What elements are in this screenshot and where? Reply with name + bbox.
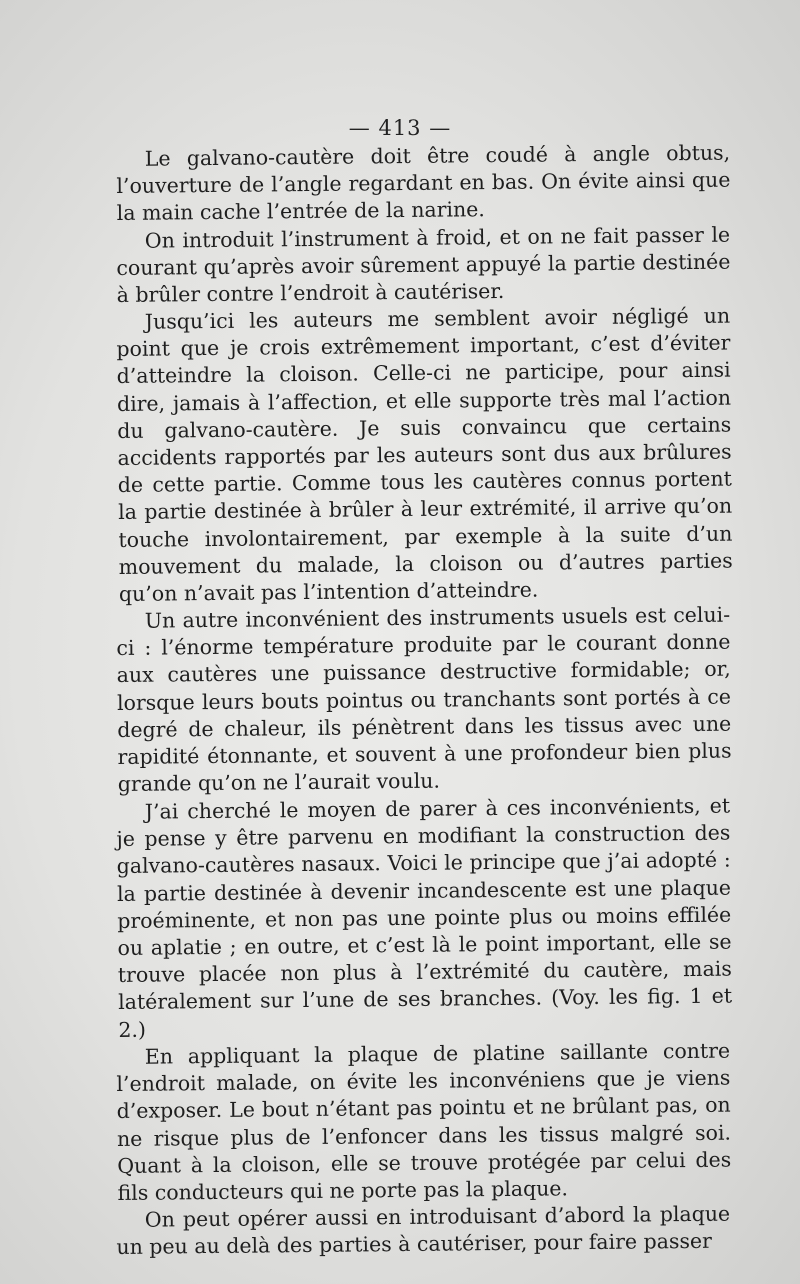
body-text [116, 140, 733, 1261]
paragraph-7: On peut opérer aussi en introduisant d’abord la plaque un peu au delà des parties à cautériser, pour faire passer [116, 1201, 731, 1260]
paragraph-1: Le galvano-cautère doit être coudé à angle obtus, l’ouverture de l’angle regardant en bas. On évite ainsi que la main cache l’entrée de la narine. [116, 140, 731, 226]
paragraph-5: J’ai cherché le moyen de parer à ces inconvénients, et je pense y être parvenu en modifiant la construction des galvano-cautères nasaux. Voici le principe que j’ai adopté : la partie destinée à devenir incandescente est une plaque proéminente, et non pas une pointe plus ou moins effilée ou aplatie ; en outre, et c’est là le point important, elle se trouve placée non plus à l’extrémité du cautère, mais latéralement sur l’une de ses branches. (Voy. les fig. 1 et 2.) [116, 793, 733, 1042]
paragraph-4: Un autre inconvénient des instruments usuels est celui-ci : l’énorme température produite par le courant donne aux cautères une puissance destructive formidable; or, lorsque leurs bouts pointus ou tranchants sont portés à ce degré de chaleur, ils pénètrent dans les tissus avec une rapidité étonnante, et souvent à une profondeur bien plus grande qu’on ne l’aurait voulu. [116, 603, 732, 797]
paragraph-2: On introduit l’instrument à froid, et on ne fait passer le courant qu’après avoir sûrement appuyé la partie destinée à brûler contre l’endroit à cautériser. [116, 222, 731, 308]
paragraph-6: En appliquant la plaque de platine saillante contre l’endroit malade, on évite les inconvéniens que je viens d’exposer. Le bout n’étant pas pointu et ne brûlant pas, on ne risque plus de l’enfoncer dans les tissus malgré soi. Quant à la cloison, elle se trouve protégée par celui des fils conducteurs qui ne porte pas la plaque. [116, 1038, 732, 1205]
page-number: — 413 — [348, 116, 452, 140]
paragraph-3: Jusqu’ici les auteurs me semblent avoir négligé un point que je crois extrêmement important, c’est d’éviter d’atteindre la cloison. Celle-ci ne participe, pour ainsi dire, jamais à l’affection, et elle supporte très mal l’action du galvano-cautère. Je suis convaincu que certains accidents rapportés par les auteurs sont dus aux brûlures de cette partie. Comme tous les cautères connus portent la partie destinée à brûler à leur extrémité, il arrive qu’on touche involontairement, par exemple à la suite d’un mouvement du malade, la cloison ou d’autres parties qu’on n’avait pas l’intention d’atteindre. [116, 303, 733, 607]
